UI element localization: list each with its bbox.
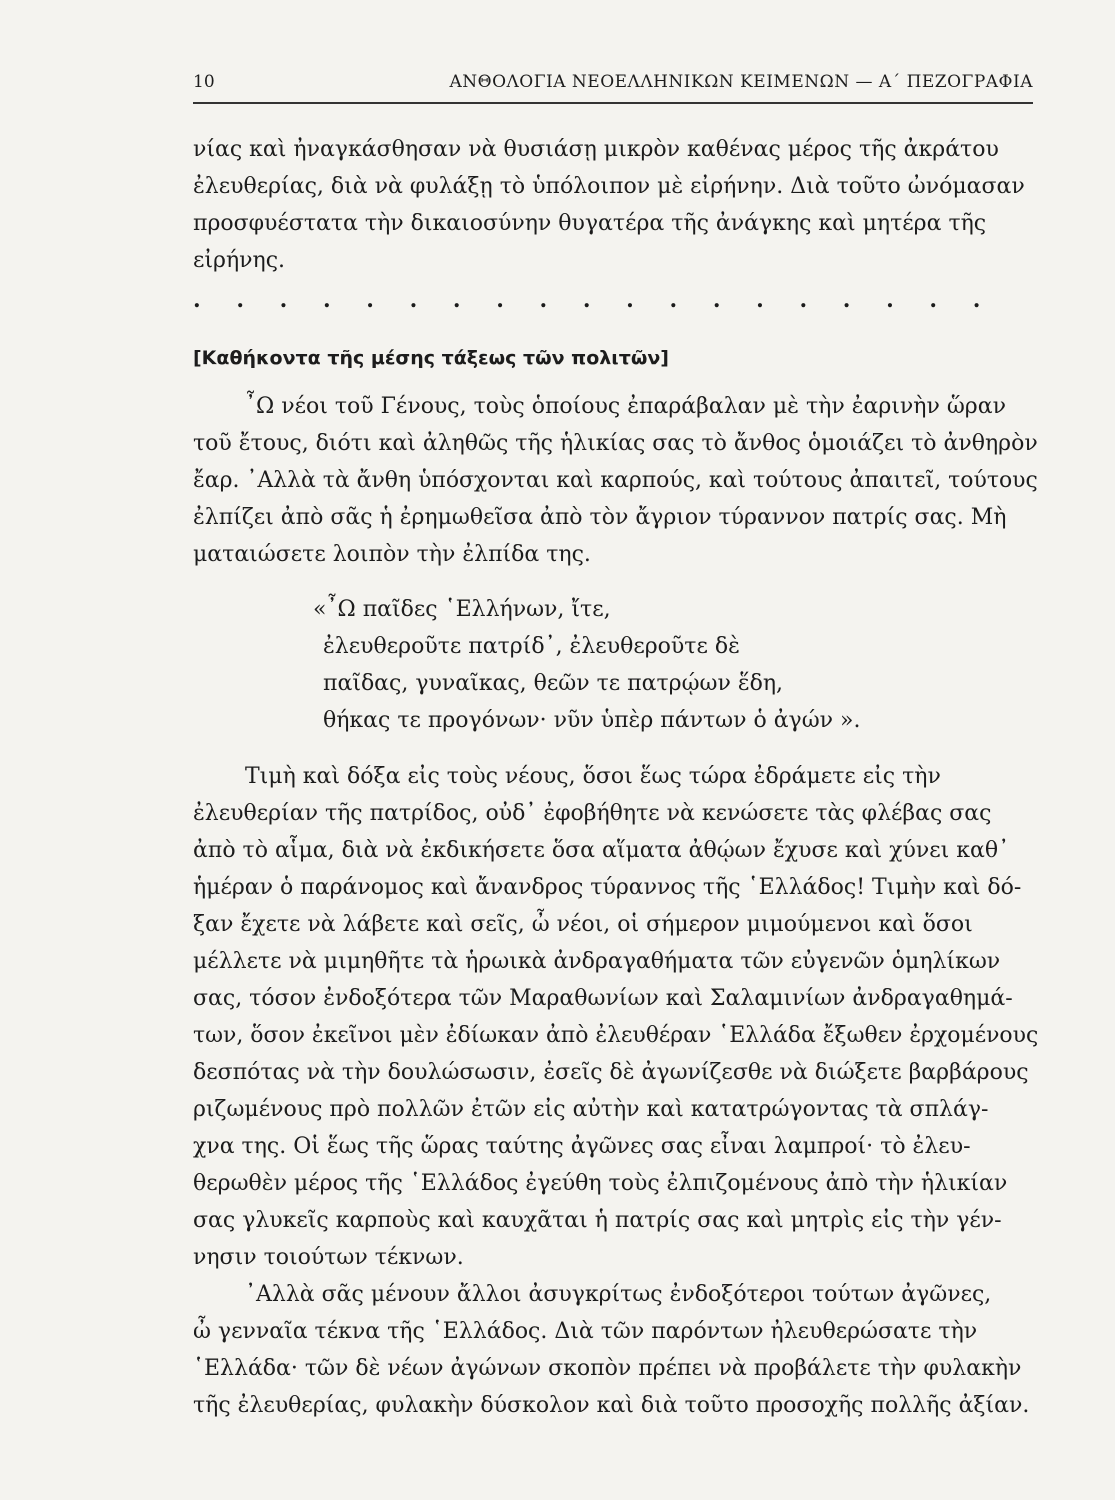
text-line: θερωθὲν μέρος τῆς ῾Ελλάδος ἐγεύθη τοὺς ἐλπιζομένους ἀπὸ τὴν ἡλικίαν [193, 1171, 1008, 1196]
page-header [193, 72, 1033, 104]
verse-line: παῖδας, γυναῖκας, θεῶν τε πατρῴων ἕδη, [323, 671, 784, 696]
text-line: ὦ γενναῖα τέκνα τῆς ῾Ελλάδος. Διὰ τῶν παρόντων ἠλευθερώσατε τὴν [193, 1319, 978, 1344]
text-line: μέλλετε νὰ μιμηθῆτε τὰ ἡρωικὰ ἀνδραγαθήματα τῶν εὐγενῶν ὁμηλίκων [193, 949, 1001, 974]
text-line: δεσπότας νὰ τὴν δουλώσωσιν, ἐσεῖς δὲ ἀγωνίζεσθε νὰ διώξετε βαρβάρους [193, 1060, 1029, 1085]
text-line: ᾿Αλλὰ σᾶς μένουν ἄλλοι ἀσυγκρίτως ἐνδοξότεροι τούτων ἀγῶνες, [245, 1282, 992, 1307]
text-line: ματαιώσετε λοιπὸν τὴν ἐλπίδα της. [193, 542, 591, 567]
text-line: ἐλευθερίας, διὰ νὰ φυλάξῃ τὸ ὑπόλοιπον μὲ εἰρήνην. Διὰ τοῦτο ὠνόμασαν [193, 174, 1025, 199]
text-line: ῏Ω νέοι τοῦ Γένους, τοὺς ὁποίους ἐπαράβαλαν μὲ τὴν ἐαρινὴν ὥραν [245, 394, 1006, 419]
text-line: σας, τόσον ἐνδοξότερα τῶν Μαραθωνίων καὶ Σαλαμινίων ἀνδραγαθημά- [193, 986, 1013, 1011]
verse-line: θήκας τε προγόνων· νῦν ὑπὲρ πάντων ὁ ἀγών ». [323, 708, 861, 733]
running-title: ΑΝΘΟΛΟΓΙΑ ΝΕΟΕΛΛΗΝΙΚΩΝ ΚΕΙΜΕΝΩΝ — Α΄ ΠΕΖΟΓΡΑΦΙΑ [449, 72, 1033, 92]
section-heading: [Καθήκοντα τῆς μέσης τάξεως τῶν πολιτῶν] [193, 347, 669, 369]
text-line: ἐλπίζει ἀπὸ σᾶς ἡ ἐρημωθεῖσα ἀπὸ τὸν ἄγριον τύραννον πατρίς σας. Μὴ [193, 505, 1007, 530]
text-line: τοῦ ἔτους, διότι καὶ ἀληθῶς τῆς ἡλικίας σας τὸ ἄνθος ὁμοιάζει τὸ ἀνθηρὸν [193, 431, 1038, 456]
text-line: ἐλευθερίαν τῆς πατρίδος, οὐδ᾿ ἐφοβήθητε νὰ κενώσετε τὰς φλέβας σας [193, 801, 992, 826]
page-number: 10 [193, 72, 215, 92]
text-line: προσφυέστατα τὴν δικαιοσύνην θυγατέρα τῆς ἀνάγκης καὶ μητέρα τῆς [193, 211, 987, 236]
text-line: των, ὅσον ἐκεῖνοι μὲν ἐδίωκαν ἀπὸ ἐλευθέραν ῾Ελλάδα ἔξωθεν ἐρχομένους [193, 1023, 1039, 1048]
verse-line: ἐλευθεροῦτε πατρίδ᾿, ἐλευθεροῦτε δὲ [323, 634, 740, 659]
text-line: εἰρήνης. [193, 248, 286, 273]
verse-line: «῏Ω παῖδες ῾Ελλήνων, ἴτε, [313, 597, 611, 622]
ellipsis-line: . . . . . . . . . . . . . . . . . . . [193, 287, 995, 313]
text-line: ἔαρ. ᾿Αλλὰ τὰ ἄνθη ὑπόσχονται καὶ καρπούς, καὶ τούτους ἀπαιτεῖ, τούτους [193, 468, 1038, 493]
text-line: τῆς ἐλευθερίας, φυλακὴν δύσκολον καὶ διὰ τοῦτο προσοχῆς πολλῆς ἀξίαν. [193, 1393, 1030, 1418]
text-line: χνα της. Οἱ ἕως τῆς ὥρας ταύτης ἀγῶνες σας εἶναι λαμπροί· τὸ ἐλευ- [193, 1134, 971, 1159]
text-line: ριζωμένους πρὸ πολλῶν ἐτῶν εἰς αὐτὴν καὶ κατατρώγοντας τὰ σπλάγ- [193, 1097, 989, 1122]
text-line: ῾Ελλάδα· τῶν δὲ νέων ἀγώνων σκοπὸν πρέπει νὰ προβάλετε τὴν φυλακὴν [193, 1356, 1022, 1381]
text-line: σας γλυκεῖς καρποὺς καὶ καυχᾶται ἡ πατρίς σας καὶ μητρὶς εἰς τὴν γέν- [193, 1208, 1002, 1233]
text-line: ἀπὸ τὸ αἷμα, διὰ νὰ ἐκδικήσετε ὅσα αἵματα ἀθῴων ἔχυσε καὶ χύνει καθ᾿ [193, 838, 1010, 863]
text-line: ἡμέραν ὁ παράνομος καὶ ἄνανδρος τύραννος τῆς ῾Ελλάδος! Τιμὴν καὶ δό- [193, 875, 1022, 900]
text-line: ξαν ἔχετε νὰ λάβετε καὶ σεῖς, ὦ νέοι, οἱ σήμερον μιμούμενοι καὶ ὅσοι [193, 912, 973, 937]
text-line: νησιν τοιούτων τέκνων. [193, 1245, 464, 1270]
text-line: Τιμὴ καὶ δόξα εἰς τοὺς νέους, ὅσοι ἕως τώρα ἐδράμετε εἰς τὴν [245, 764, 941, 789]
text-line: νίας καὶ ἠναγκάσθησαν νὰ θυσιάσῃ μικρὸν καθένας μέρος τῆς ἀκράτου [193, 137, 999, 162]
